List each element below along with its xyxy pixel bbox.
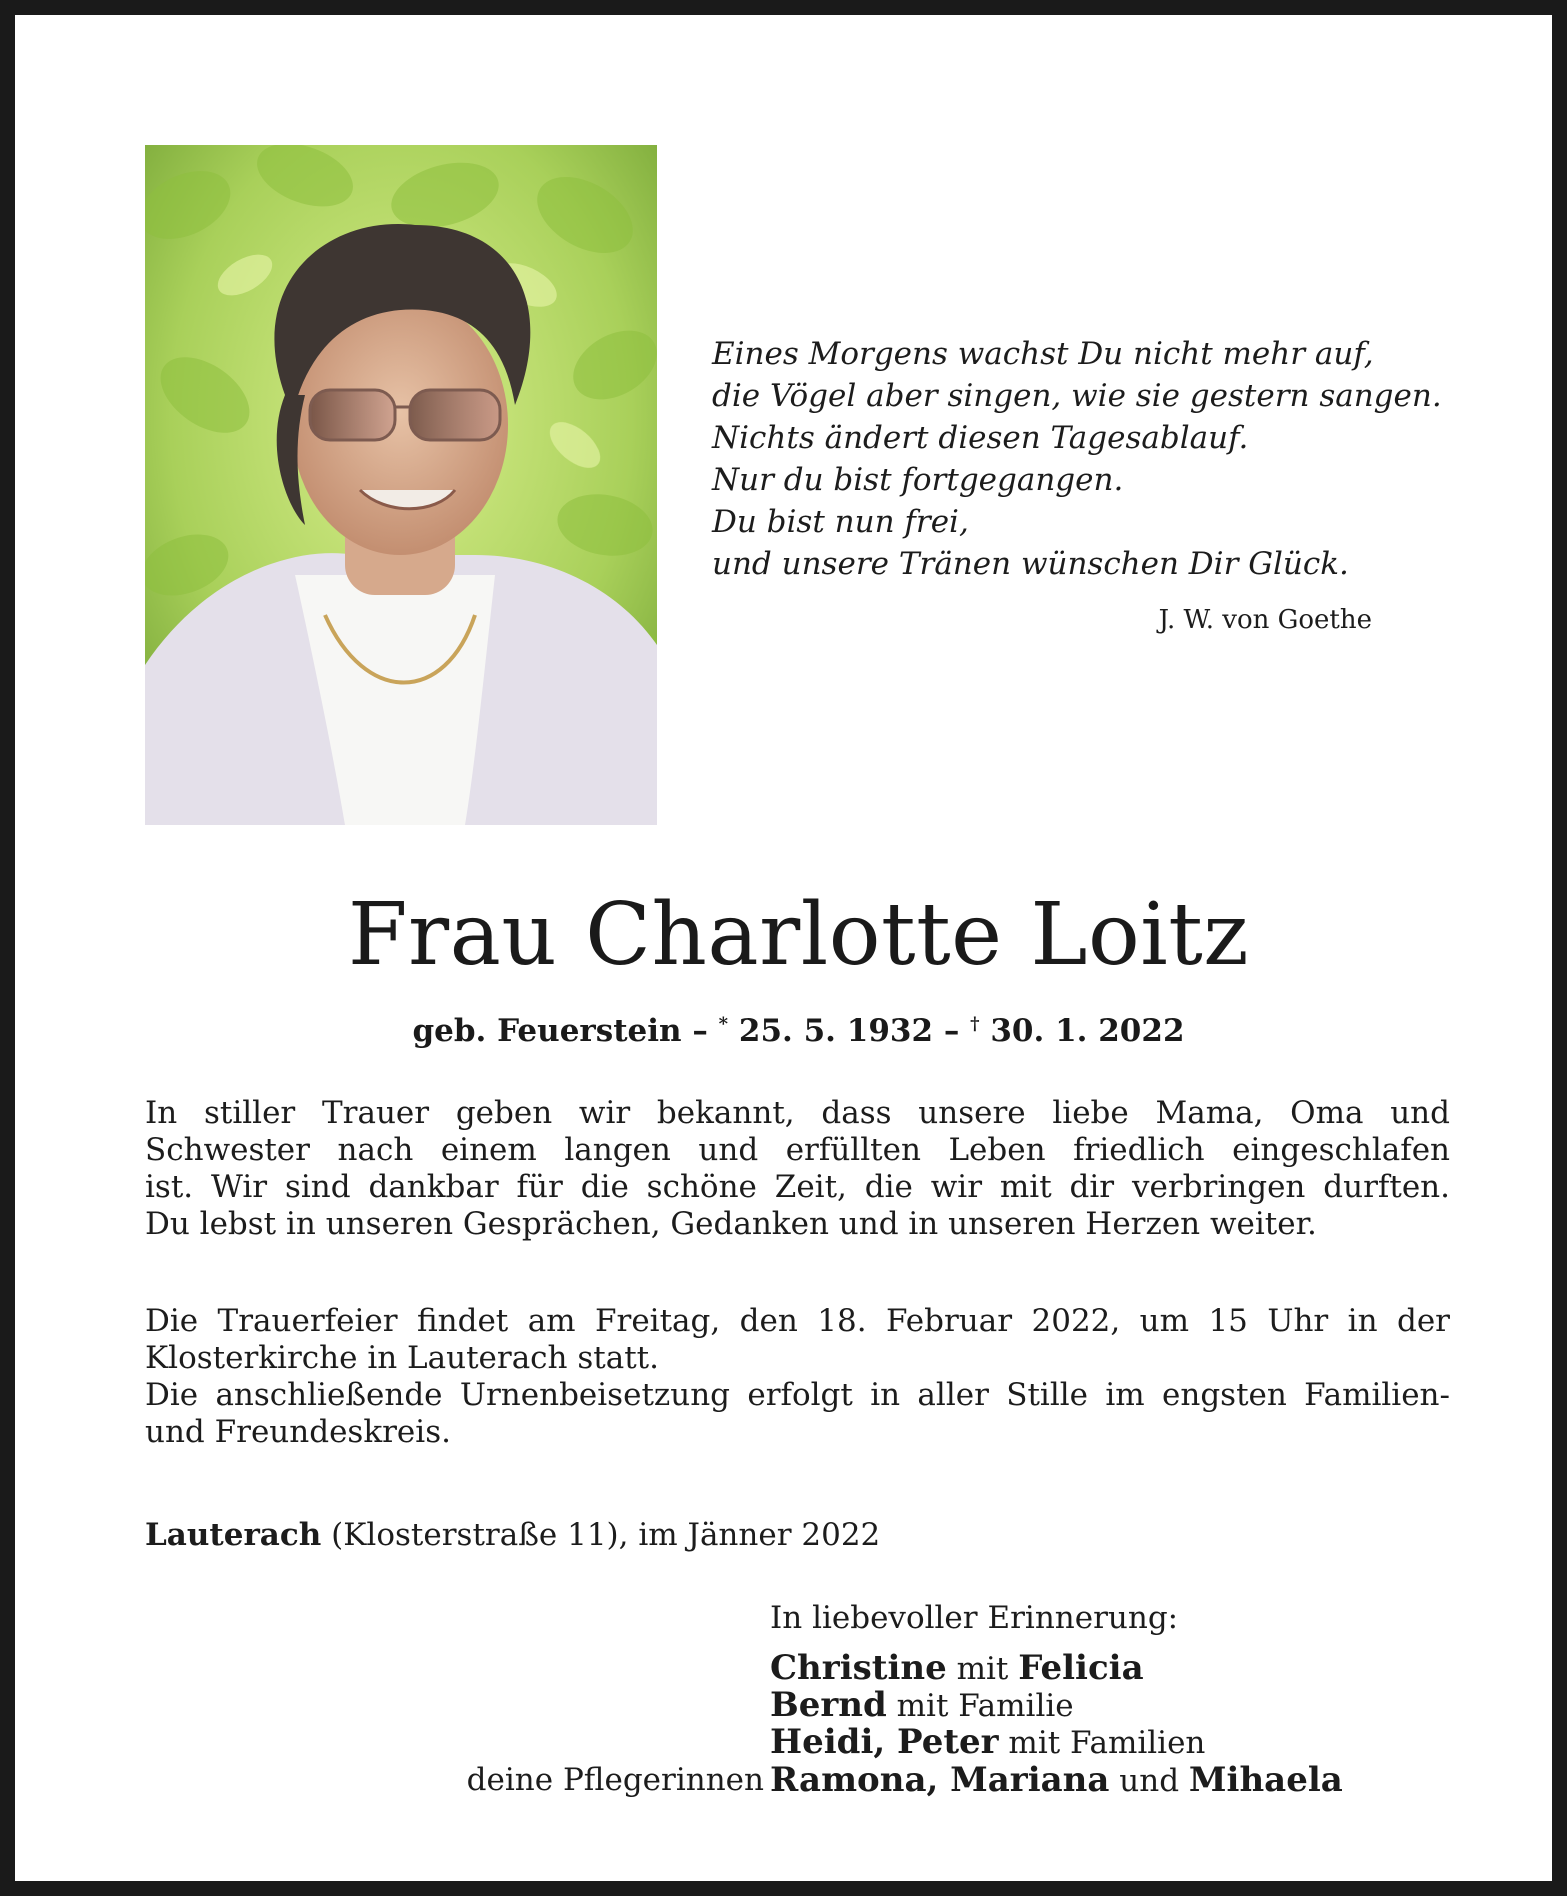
- poem-author: J. W. von Goethe: [1158, 605, 1372, 635]
- place-and-date: [145, 1517, 1450, 1554]
- signature-connector: mit: [946, 1651, 1019, 1687]
- signer-name: Mihaela: [1188, 1760, 1343, 1800]
- poem-line: Nichts ändert diesen Tagesablauf.: [712, 420, 1249, 456]
- announcement-line: Schwester nach einem langen und erfüllten Leben friedlich eingeschlafen: [145, 1132, 1450, 1168]
- ceremony-line: Klosterkirche in Lauterach statt.: [145, 1340, 659, 1376]
- ceremony-paragraph: [145, 1303, 1450, 1451]
- signature-row: [770, 1724, 1205, 1762]
- signer-name: Christine: [770, 1648, 947, 1688]
- signatures-intro: In liebevoller Erinnerung:: [770, 1600, 1179, 1636]
- poem-line: und unsere Tränen wünschen Dir Glück.: [712, 546, 1349, 582]
- birth-date: 25. 5. 1932: [738, 1013, 934, 1049]
- ceremony-line: und Freundeskreis.: [145, 1414, 451, 1450]
- birth-symbol: *: [718, 1013, 729, 1035]
- signature-row: [770, 1687, 1074, 1725]
- signer-name: Heidi, Peter: [770, 1722, 999, 1762]
- signature-row: [770, 1762, 1343, 1800]
- poem: [712, 333, 1442, 585]
- signature-connector: und: [1109, 1763, 1189, 1799]
- place-rest: (Klosterstraße 11), im Jänner 2022: [321, 1517, 881, 1553]
- signature-row: [770, 1650, 1144, 1688]
- separator: –: [692, 1013, 708, 1049]
- place-city: Lauterach: [145, 1517, 322, 1553]
- signature-connector: mit Familie: [886, 1688, 1074, 1724]
- signer-name: Felicia: [1018, 1648, 1144, 1688]
- life-dates: [15, 1013, 1567, 1049]
- poem-line: Nur du bist fortgegangen.: [712, 462, 1124, 498]
- announcement-line: ist. Wir sind dankbar für die schöne Zeit, die wir mit dir verbringen durften.: [145, 1169, 1450, 1205]
- death-symbol: †: [970, 1013, 980, 1035]
- ceremony-line: Die anschließende Urnenbeisetzung erfolgt in aller Stille im engsten Familien-: [145, 1377, 1450, 1413]
- signer-name: Bernd: [770, 1685, 887, 1725]
- death-date: 30. 1. 2022: [990, 1013, 1185, 1049]
- poem-line: Du bist nun frei,: [712, 504, 969, 540]
- separator: –: [943, 1013, 960, 1049]
- deceased-name: Frau Charlotte Loitz: [347, 885, 1250, 985]
- birth-name: geb. Feuerstein: [412, 1013, 682, 1049]
- signature-connector: mit Familien: [998, 1725, 1206, 1761]
- signer-name: Ramona, Mariana: [770, 1760, 1110, 1800]
- announcement-line: Du lebst in unseren Gesprächen, Gedanken und in unseren Herzen weiter.: [145, 1206, 1317, 1242]
- announcement-paragraph: [145, 1095, 1450, 1243]
- portrait-photo: [145, 145, 657, 825]
- poem-line: Eines Morgens wachst Du nicht mehr auf,: [712, 336, 1374, 372]
- ceremony-line: Die Trauerfeier findet am Freitag, den 18. Februar 2022, um 15 Uhr in der: [145, 1303, 1450, 1339]
- poem-line: die Vögel aber singen, wie sie gestern sangen.: [712, 378, 1442, 414]
- announcement-line: In stiller Trauer geben wir bekannt, dass unsere liebe Mama, Oma und: [145, 1095, 1450, 1131]
- signature-prefix: deine Pflegerinnen: [466, 1762, 764, 1798]
